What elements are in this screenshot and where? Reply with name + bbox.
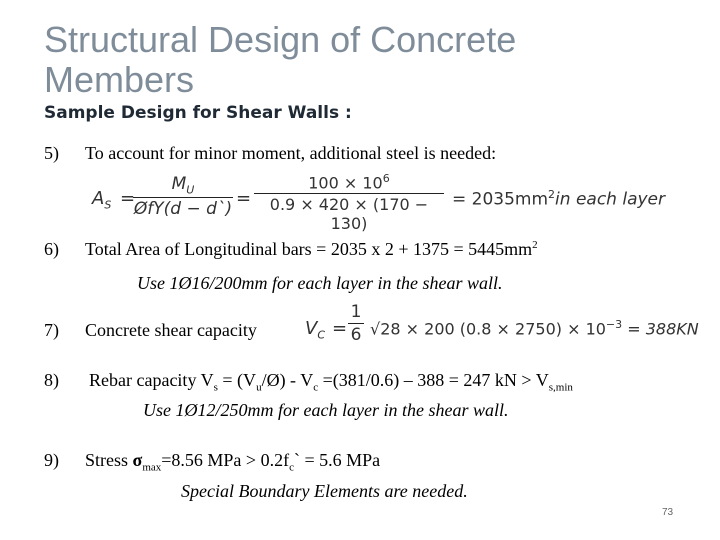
- step-6-number: 6): [44, 239, 59, 259]
- fraction-moment: $M_U$ ØfY(d − d`): [133, 174, 233, 220]
- step-8-text: Rebar capacity $V_s$ = $(V_u/Ø) - V_c =(381/0.6) - 388 = 247$ kN > $V_{s,min}$: [89, 370, 573, 394]
- step-8-number: 8): [44, 370, 59, 390]
- equals-sign: =: [120, 188, 136, 209]
- step-9-number: 9): [44, 450, 59, 470]
- formula-body: √28 × 200 $(0.8 \times 2750) \times 10^{-3} = 388KN$: [370, 318, 699, 339]
- step-7-text: Concrete shear capacity: [85, 320, 257, 340]
- step-6-note: Use 1Ø16/200mm for each layer in the shear wall.: [137, 273, 503, 293]
- step-8-note: Use 1Ø12/250mm for each layer in the shear wall.: [143, 400, 509, 420]
- formula-lhs: $V_C$: [305, 318, 326, 342]
- fraction-numeric: $100 \times 10^6$ 0.9 × 420 × (170 − 130): [254, 172, 444, 233]
- formula-result: = $2035mm^2in$ each layer: [452, 188, 665, 210]
- slide-title: Structural Design of Concrete Members: [44, 19, 517, 100]
- equals-sign: =: [332, 318, 348, 339]
- step-5-number: 5): [44, 143, 59, 163]
- step-9-text: Stress $\sigma_{max}=8.56$ MPa > $0.2f_c` = 5.6$ MPa: [85, 450, 381, 474]
- step-7-number: 7): [44, 320, 59, 340]
- page-number: 73: [662, 507, 674, 518]
- equals-sign: =: [236, 188, 252, 209]
- slide-subtitle: Sample Design for Shear Walls :: [44, 103, 352, 123]
- step-5-text: To account for minor moment, additional steel is needed:: [85, 143, 497, 163]
- step-6-text: Total Area of Longitudinal bars = 2035 x $2 + 1375 = 5445mm^2$: [85, 239, 538, 259]
- step-9-note: Special Boundary Elements are needed.: [181, 481, 468, 501]
- fraction-one-sixth: 1 6: [348, 302, 364, 345]
- formula-lhs: $A_S$: [92, 188, 112, 212]
